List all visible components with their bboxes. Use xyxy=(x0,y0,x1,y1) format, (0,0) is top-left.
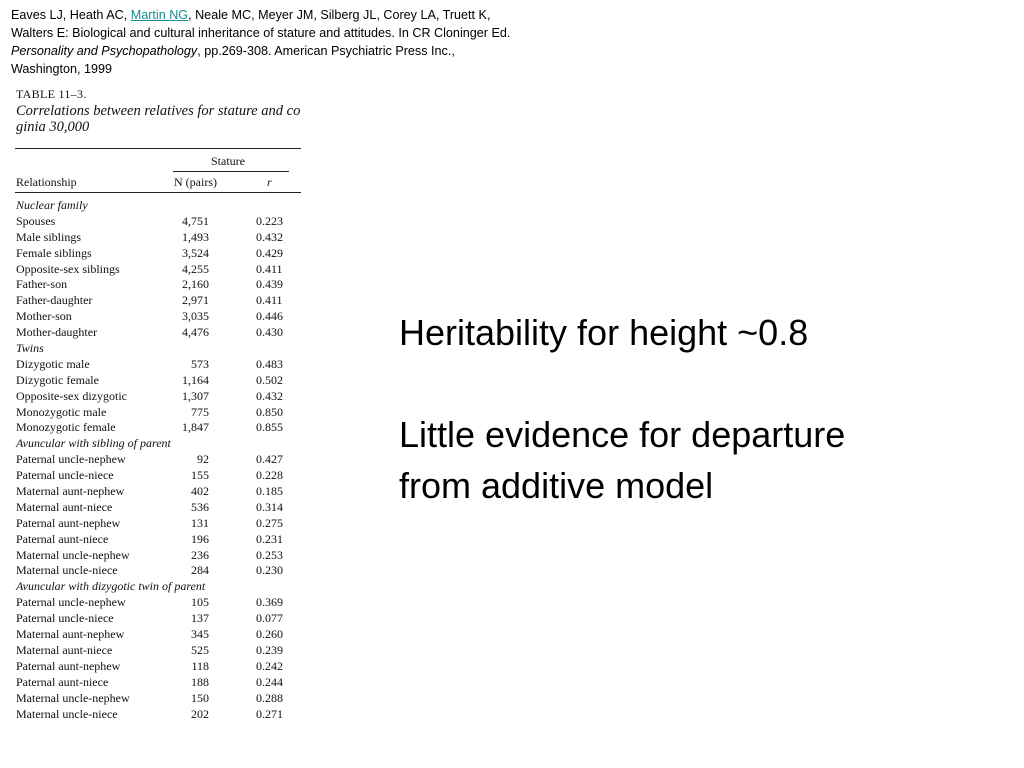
citation-authors-start: Eaves LJ, Heath AC, xyxy=(11,8,131,22)
correlation-cell: 0.231 xyxy=(256,531,283,546)
table-row xyxy=(15,405,301,421)
relationship-cell: Maternal uncle-nephew xyxy=(16,547,130,562)
table-subtitle-line1: Correlations between relatives for stature and co xyxy=(16,103,301,119)
additive-model-statement-line1: Little evidence for departure xyxy=(399,414,846,455)
n-pairs-cell: 3,035 xyxy=(182,309,209,324)
correlation-cell: 0.228 xyxy=(256,468,283,483)
correlation-cell: 0.185 xyxy=(256,484,283,499)
table-row xyxy=(15,293,301,309)
table-row xyxy=(15,484,301,500)
table-row xyxy=(15,516,301,532)
n-pairs-cell: 775 xyxy=(191,404,209,419)
correlation-cell: 0.411 xyxy=(256,261,283,276)
relationship-cell: Father-daughter xyxy=(16,293,93,308)
correlation-cell: 0.432 xyxy=(256,388,283,403)
n-pairs-cell: 345 xyxy=(191,627,209,642)
relationship-cell: Female siblings xyxy=(16,245,92,260)
n-pairs-cell: 525 xyxy=(191,642,209,657)
author-link-martin[interactable]: Martin NG xyxy=(130,8,189,22)
additive-model-statement-line2: from additive model xyxy=(399,465,714,506)
relationship-cell: Paternal uncle-niece xyxy=(16,611,114,626)
correlation-cell: 0.446 xyxy=(256,309,283,324)
correlation-cell: 0.275 xyxy=(256,515,283,530)
correlation-cell: 0.288 xyxy=(256,690,283,705)
table-row xyxy=(15,246,301,262)
n-pairs-cell: 150 xyxy=(191,690,209,705)
relationship-cell: Male siblings xyxy=(16,229,81,244)
group-label: Avuncular with sibling of parent xyxy=(16,436,171,451)
table-body xyxy=(15,198,301,722)
table-row xyxy=(15,563,301,579)
relationship-cell: Paternal aunt-niece xyxy=(16,531,109,546)
table-caption: TABLE 11–3. xyxy=(16,87,87,101)
table-row xyxy=(15,214,301,230)
relationship-cell: Opposite-sex siblings xyxy=(16,261,120,276)
n-pairs-cell: 2,971 xyxy=(182,293,209,308)
relationship-cell: Mother-daughter xyxy=(16,325,98,340)
relationship-cell: Maternal aunt-niece xyxy=(16,499,113,514)
relationship-cell: Mother-son xyxy=(16,309,72,324)
citation-publisher: , pp.269-308. American Psychiatric Press Inc., Washington, 1999 xyxy=(11,44,455,76)
correlation-cell: 0.432 xyxy=(256,229,283,244)
table-row xyxy=(15,532,301,548)
citation-authors-rest: , Neale MC, Meyer JM, Silberg JL, Corey LA, Truett K, Walters E: Biological and cultural inheritance of stature and attitudes. In CR Cloninger Ed. xyxy=(11,8,511,40)
table-row xyxy=(15,325,301,341)
table-row xyxy=(15,230,301,246)
table-row xyxy=(15,548,301,564)
table-group-header xyxy=(15,436,301,452)
table-row xyxy=(15,643,301,659)
table-row xyxy=(15,627,301,643)
relationship-cell: Opposite-sex dizygotic xyxy=(16,388,127,403)
relationship-cell: Maternal uncle-nephew xyxy=(16,690,130,705)
relationship-cell: Maternal uncle-niece xyxy=(16,706,118,721)
n-pairs-cell: 202 xyxy=(191,706,209,721)
correlation-cell: 0.850 xyxy=(256,404,283,419)
correlation-cell: 0.077 xyxy=(256,611,283,626)
n-pairs-cell: 3,524 xyxy=(182,245,209,260)
relationship-cell: Dizygotic female xyxy=(16,372,99,387)
table-row xyxy=(15,452,301,468)
relationship-cell: Monozygotic female xyxy=(16,420,116,435)
relationship-cell: Father-son xyxy=(16,277,68,292)
n-pairs-cell: 4,476 xyxy=(182,325,209,340)
table-row xyxy=(15,675,301,691)
table-row xyxy=(15,262,301,278)
relationship-cell: Monozygotic male xyxy=(16,404,107,419)
n-pairs-cell: 131 xyxy=(191,515,209,530)
n-pairs-cell: 284 xyxy=(191,563,209,578)
heritability-statement: Heritability for height ~0.8 xyxy=(399,312,809,353)
table-image xyxy=(15,84,301,744)
n-pairs-cell: 118 xyxy=(191,658,209,673)
correlation-cell: 0.223 xyxy=(256,213,283,228)
col-header-relationship: Relationship xyxy=(16,175,77,189)
correlation-cell: 0.260 xyxy=(256,627,283,642)
table-row xyxy=(15,611,301,627)
n-pairs-cell: 2,160 xyxy=(182,277,209,292)
correlation-cell: 0.429 xyxy=(256,245,283,260)
table-group-header xyxy=(15,341,301,357)
relationship-cell: Paternal uncle-niece xyxy=(16,468,114,483)
n-pairs-cell: 402 xyxy=(191,484,209,499)
table-subtitle xyxy=(16,103,301,135)
relationship-cell: Paternal aunt-niece xyxy=(16,674,109,689)
correlation-cell: 0.411 xyxy=(256,293,283,308)
table-top-rule xyxy=(15,148,301,149)
table-row xyxy=(15,420,301,436)
slide-body xyxy=(399,307,999,511)
correlation-cell: 0.230 xyxy=(256,563,283,578)
table-group-header xyxy=(15,198,301,214)
table-row xyxy=(15,357,301,373)
correlation-cell: 0.439 xyxy=(256,277,283,292)
correlation-cell: 0.242 xyxy=(256,658,283,673)
correlation-cell: 0.253 xyxy=(256,547,283,562)
group-label: Nuclear family xyxy=(16,198,88,212)
n-pairs-cell: 105 xyxy=(191,595,209,610)
n-pairs-cell: 536 xyxy=(191,499,209,514)
relationship-cell: Paternal aunt-nephew xyxy=(16,658,121,673)
n-pairs-cell: 1,493 xyxy=(182,229,209,244)
paragraph-gap xyxy=(399,358,999,409)
correlation-cell: 0.502 xyxy=(256,372,283,387)
relationship-cell: Dizygotic male xyxy=(16,356,90,371)
citation xyxy=(11,6,511,78)
stature-group-header: Stature xyxy=(211,154,245,168)
table-subtitle-line2: ginia 30,000 xyxy=(16,119,90,135)
relationship-cell: Paternal uncle-nephew xyxy=(16,595,126,610)
table-header-rule xyxy=(15,192,301,193)
relationship-cell: Maternal aunt-niece xyxy=(16,642,113,657)
relationship-cell: Maternal uncle-niece xyxy=(16,563,118,578)
n-pairs-cell: 92 xyxy=(197,452,209,467)
correlation-cell: 0.483 xyxy=(256,356,283,371)
n-pairs-cell: 196 xyxy=(191,531,209,546)
correlation-cell: 0.271 xyxy=(256,706,283,721)
correlation-cell: 0.427 xyxy=(256,452,283,467)
table-row xyxy=(15,389,301,405)
relationship-cell: Paternal uncle-nephew xyxy=(16,452,126,467)
correlation-cell: 0.314 xyxy=(256,499,283,514)
relationship-cell: Spouses xyxy=(16,213,56,228)
table-row xyxy=(15,373,301,389)
group-label: Twins xyxy=(16,341,44,356)
correlation-cell: 0.430 xyxy=(256,325,283,340)
relationship-cell: Paternal aunt-nephew xyxy=(16,515,121,530)
group-label: Avuncular with dizygotic twin of parent xyxy=(16,579,206,594)
n-pairs-cell: 573 xyxy=(191,356,209,371)
correlation-cell: 0.244 xyxy=(256,674,283,689)
correlation-cell: 0.855 xyxy=(256,420,283,435)
table-row xyxy=(15,277,301,293)
n-pairs-cell: 137 xyxy=(191,611,209,626)
citation-book-title: Personality and Psychopathology xyxy=(11,44,198,58)
correlation-cell: 0.369 xyxy=(256,595,283,610)
table-row xyxy=(15,468,301,484)
relationship-cell: Maternal aunt-nephew xyxy=(16,484,125,499)
n-pairs-cell: 1,164 xyxy=(182,372,209,387)
n-pairs-cell: 155 xyxy=(191,468,209,483)
n-pairs-cell: 4,751 xyxy=(182,213,209,228)
table-row xyxy=(15,500,301,516)
relationship-cell: Maternal aunt-nephew xyxy=(16,627,125,642)
col-header-r: r xyxy=(267,175,272,189)
n-pairs-cell: 188 xyxy=(191,674,209,689)
table-row xyxy=(15,691,301,707)
table-row xyxy=(15,659,301,675)
n-pairs-cell: 4,255 xyxy=(182,261,209,276)
table-row xyxy=(15,707,301,723)
n-pairs-cell: 1,847 xyxy=(182,420,209,435)
n-pairs-cell: 236 xyxy=(191,547,209,562)
stature-group-rule xyxy=(173,171,289,172)
table-row xyxy=(15,595,301,611)
n-pairs-cell: 1,307 xyxy=(182,388,209,403)
correlation-cell: 0.239 xyxy=(256,642,283,657)
col-header-n-pairs: N (pairs) xyxy=(174,175,217,189)
table-row xyxy=(15,309,301,325)
table-group-header xyxy=(15,579,301,595)
